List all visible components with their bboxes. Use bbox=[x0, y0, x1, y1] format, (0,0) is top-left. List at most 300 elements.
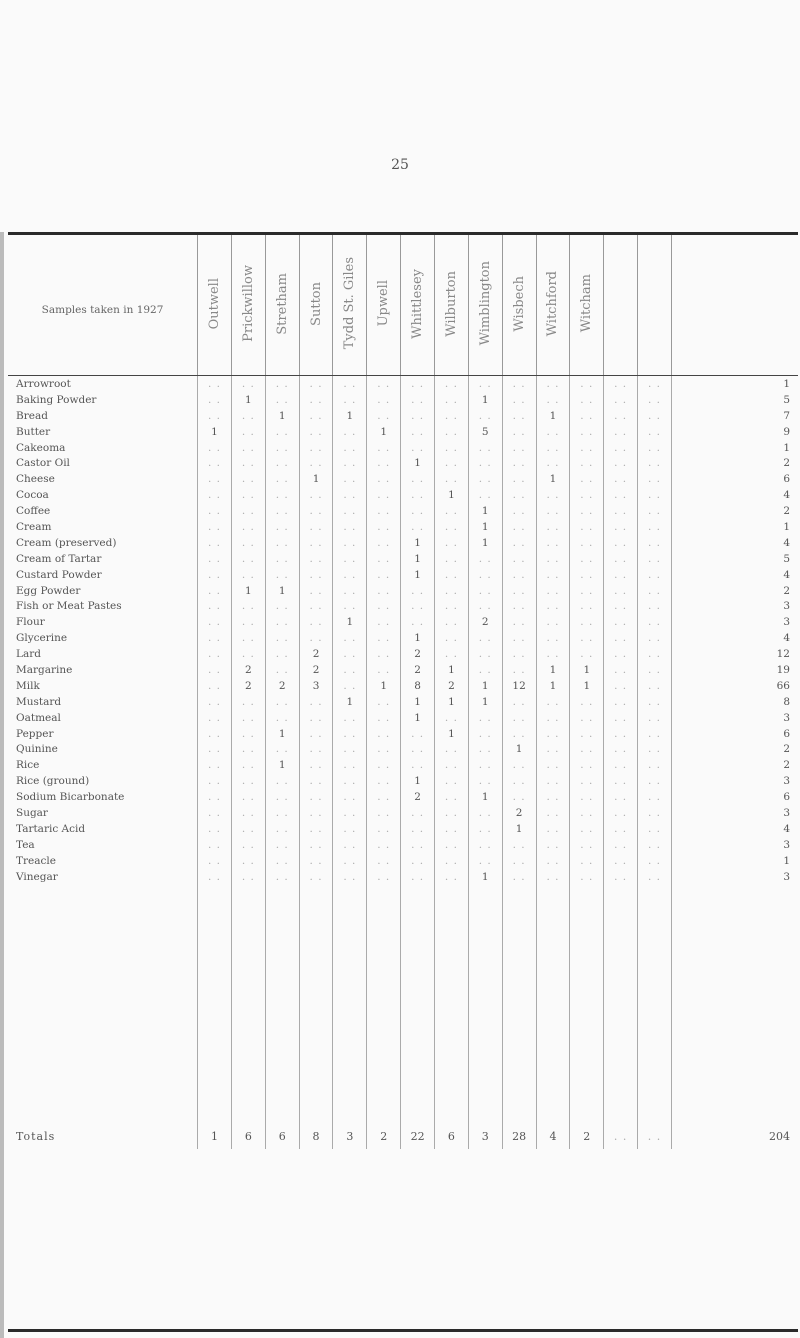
sample-count bbox=[333, 837, 367, 853]
sample-count bbox=[536, 392, 570, 408]
empty-marker: . . bbox=[478, 775, 492, 788]
empty-marker: . . bbox=[546, 489, 560, 502]
empty-marker: . . bbox=[580, 568, 594, 581]
sample-count bbox=[604, 837, 638, 853]
sample-count bbox=[570, 726, 604, 742]
sample-count bbox=[536, 583, 570, 599]
sample-count bbox=[570, 440, 604, 456]
sample-count bbox=[570, 630, 604, 646]
sample-count bbox=[299, 376, 333, 392]
empty-marker: . . bbox=[241, 711, 255, 724]
sample-count bbox=[570, 821, 604, 837]
sample-count bbox=[638, 678, 672, 694]
sample-count bbox=[299, 408, 333, 424]
empty-marker: . . bbox=[411, 425, 425, 438]
empty-marker: . . bbox=[309, 552, 323, 565]
sample-count bbox=[536, 535, 570, 551]
sample-count bbox=[536, 726, 570, 742]
sample-count bbox=[638, 773, 672, 789]
sample-count bbox=[502, 519, 536, 535]
sample-count bbox=[333, 678, 367, 694]
row-total: 6 bbox=[671, 726, 798, 742]
empty-marker: . . bbox=[647, 536, 661, 549]
district-name: Whittlesey bbox=[410, 268, 426, 339]
sample-count bbox=[265, 741, 299, 757]
sample-count: 1 bbox=[401, 455, 435, 471]
empty-marker: . . bbox=[309, 489, 323, 502]
sample-count bbox=[265, 519, 299, 535]
sample-count bbox=[401, 741, 435, 757]
sample-count bbox=[604, 535, 638, 551]
sample-count bbox=[231, 408, 265, 424]
sample-count bbox=[502, 789, 536, 805]
district-header bbox=[367, 235, 401, 376]
row-total: 4 bbox=[671, 535, 798, 551]
empty-marker: . . bbox=[208, 520, 222, 533]
empty-marker: . . bbox=[275, 473, 289, 486]
sample-count bbox=[502, 662, 536, 678]
sample-count bbox=[502, 853, 536, 869]
empty-marker: . . bbox=[512, 695, 526, 708]
empty-marker: . . bbox=[546, 806, 560, 819]
empty-marker: . . bbox=[512, 377, 526, 390]
row-total: 1 bbox=[671, 519, 798, 535]
empty-marker: . . bbox=[241, 791, 255, 804]
empty-marker: . . bbox=[546, 870, 560, 883]
empty-marker: . . bbox=[377, 648, 391, 661]
table-row bbox=[8, 821, 798, 837]
sample-count bbox=[367, 821, 401, 837]
sample-count bbox=[299, 821, 333, 837]
row-total: 3 bbox=[671, 837, 798, 853]
sample-count bbox=[333, 757, 367, 773]
district-header bbox=[231, 235, 265, 376]
row-total: 12 bbox=[671, 646, 798, 662]
empty-marker: . . bbox=[580, 791, 594, 804]
sample-count: 1 bbox=[198, 424, 232, 440]
spacer-cell bbox=[367, 885, 401, 1125]
row-total: 6 bbox=[671, 471, 798, 487]
empty-marker: . . bbox=[208, 854, 222, 867]
sample-count bbox=[570, 741, 604, 757]
article-label: Cocoa bbox=[16, 489, 49, 502]
empty-marker: . . bbox=[580, 743, 594, 756]
empty-marker: . . bbox=[309, 536, 323, 549]
row-total: 3 bbox=[671, 710, 798, 726]
article-label: Tea bbox=[16, 838, 35, 851]
sample-count bbox=[299, 741, 333, 757]
empty-marker: . . bbox=[275, 552, 289, 565]
empty-marker: . . bbox=[512, 775, 526, 788]
row-total: 3 bbox=[671, 869, 798, 885]
sample-count bbox=[604, 471, 638, 487]
empty-marker: . . bbox=[343, 759, 357, 772]
empty-marker: . . bbox=[241, 759, 255, 772]
district-name: Upwell bbox=[376, 280, 392, 327]
empty-marker: . . bbox=[478, 632, 492, 645]
sample-count bbox=[570, 853, 604, 869]
empty-marker: . . bbox=[241, 616, 255, 629]
sample-count bbox=[468, 741, 502, 757]
sample-count bbox=[638, 471, 672, 487]
sample-count bbox=[502, 408, 536, 424]
sample-count bbox=[367, 694, 401, 710]
empty-marker: . . bbox=[512, 520, 526, 533]
article-label: Fish or Meat Pastes bbox=[16, 600, 122, 613]
article-label: Bread bbox=[16, 409, 48, 422]
empty-marker: . . bbox=[546, 568, 560, 581]
empty-marker: . . bbox=[241, 838, 255, 851]
empty-marker: . . bbox=[512, 473, 526, 486]
empty-marker: . . bbox=[478, 568, 492, 581]
empty-marker: . . bbox=[614, 759, 628, 772]
sample-count bbox=[502, 598, 536, 614]
sample-count bbox=[265, 614, 299, 630]
empty-marker: . . bbox=[208, 648, 222, 661]
row-total: 1 bbox=[671, 853, 798, 869]
empty-marker: . . bbox=[377, 695, 391, 708]
district-header bbox=[468, 235, 502, 376]
empty-marker: . . bbox=[580, 489, 594, 502]
article-label: Cakeoma bbox=[16, 441, 66, 454]
sample-count bbox=[367, 646, 401, 662]
sample-count bbox=[333, 503, 367, 519]
sample-count bbox=[333, 773, 367, 789]
sample-count bbox=[468, 837, 502, 853]
sample-count bbox=[198, 455, 232, 471]
sample-count bbox=[367, 535, 401, 551]
empty-marker: . . bbox=[241, 552, 255, 565]
scan-edge bbox=[0, 232, 4, 1338]
empty-marker: . . bbox=[647, 409, 661, 422]
empty-marker: . . bbox=[512, 648, 526, 661]
empty-marker: . . bbox=[647, 648, 661, 661]
article-label: Sodium Bicarbonate bbox=[16, 791, 125, 804]
sample-count bbox=[435, 789, 469, 805]
district-header bbox=[299, 235, 333, 376]
empty-marker: . . bbox=[614, 584, 628, 597]
empty-marker: . . bbox=[580, 854, 594, 867]
sample-count bbox=[333, 519, 367, 535]
bottom-rule bbox=[8, 1329, 798, 1332]
sample-count bbox=[468, 805, 502, 821]
empty-marker: . . bbox=[343, 600, 357, 613]
sample-count bbox=[367, 757, 401, 773]
sample-count bbox=[638, 519, 672, 535]
sample-count bbox=[468, 567, 502, 583]
sample-count bbox=[367, 440, 401, 456]
sample-count bbox=[570, 583, 604, 599]
sample-count bbox=[502, 376, 536, 392]
sample-count bbox=[401, 519, 435, 535]
table-row bbox=[8, 551, 798, 567]
empty-marker: . . bbox=[208, 632, 222, 645]
empty-marker: . . bbox=[411, 854, 425, 867]
sample-count bbox=[638, 741, 672, 757]
empty-marker: . . bbox=[275, 711, 289, 724]
article-label: Quinine bbox=[16, 743, 58, 756]
sample-count bbox=[333, 630, 367, 646]
sample-count bbox=[265, 710, 299, 726]
empty-marker: . . bbox=[343, 775, 357, 788]
empty-marker: . . bbox=[614, 616, 628, 629]
page-number: 25 bbox=[391, 157, 409, 173]
sample-count bbox=[536, 837, 570, 853]
sample-count bbox=[502, 757, 536, 773]
sample-count bbox=[198, 853, 232, 869]
empty-marker: . . bbox=[647, 806, 661, 819]
sample-count bbox=[435, 805, 469, 821]
empty-marker: . . bbox=[241, 870, 255, 883]
sample-count bbox=[502, 424, 536, 440]
empty-marker: . . bbox=[444, 520, 458, 533]
district-total bbox=[604, 1125, 638, 1149]
sample-count bbox=[299, 726, 333, 742]
empty-marker: . . bbox=[614, 505, 628, 518]
sample-count: 2 bbox=[265, 678, 299, 694]
empty-marker: . . bbox=[580, 425, 594, 438]
empty-marker: . . bbox=[411, 441, 425, 454]
empty-marker: . . bbox=[444, 648, 458, 661]
empty-marker: . . bbox=[208, 870, 222, 883]
table-row bbox=[8, 535, 798, 551]
empty-marker: . . bbox=[580, 473, 594, 486]
sample-count bbox=[536, 789, 570, 805]
sample-count bbox=[198, 535, 232, 551]
sample-count bbox=[502, 535, 536, 551]
sample-count bbox=[367, 503, 401, 519]
empty-marker: . . bbox=[377, 663, 391, 676]
sample-count: 1 bbox=[265, 408, 299, 424]
empty-marker: . . bbox=[546, 393, 560, 406]
district-name: Stretham bbox=[274, 272, 290, 335]
sample-count bbox=[570, 805, 604, 821]
totals-label: Totals bbox=[16, 1130, 56, 1143]
sample-count bbox=[638, 567, 672, 583]
sample-count bbox=[231, 630, 265, 646]
sample-count bbox=[468, 376, 502, 392]
empty-marker: . . bbox=[512, 600, 526, 613]
row-total: 2 bbox=[671, 455, 798, 471]
sample-count bbox=[367, 741, 401, 757]
sample-count bbox=[502, 837, 536, 853]
district-header bbox=[536, 235, 570, 376]
empty-marker: . . bbox=[208, 441, 222, 454]
sample-count bbox=[536, 503, 570, 519]
empty-marker: . . bbox=[614, 489, 628, 502]
empty-marker: . . bbox=[309, 838, 323, 851]
empty-marker: . . bbox=[478, 648, 492, 661]
sample-count bbox=[638, 424, 672, 440]
sample-count bbox=[231, 487, 265, 503]
sample-count: 1 bbox=[401, 630, 435, 646]
empty-marker: . . bbox=[546, 743, 560, 756]
empty-marker: . . bbox=[512, 489, 526, 502]
sample-count bbox=[265, 424, 299, 440]
sample-count bbox=[468, 662, 502, 678]
empty-marker: . . bbox=[411, 393, 425, 406]
table-row bbox=[8, 726, 798, 742]
empty-marker: . . bbox=[377, 584, 391, 597]
empty-marker: . . bbox=[208, 791, 222, 804]
sample-count bbox=[638, 646, 672, 662]
empty-marker: . . bbox=[647, 552, 661, 565]
spacer-cell bbox=[638, 885, 672, 1125]
sample-count bbox=[604, 869, 638, 885]
sample-count bbox=[299, 869, 333, 885]
sample-count bbox=[198, 376, 232, 392]
sample-count bbox=[468, 471, 502, 487]
empty-marker: . . bbox=[512, 409, 526, 422]
empty-marker: . . bbox=[309, 727, 323, 740]
empty-marker: . . bbox=[343, 727, 357, 740]
sample-count bbox=[401, 757, 435, 773]
empty-marker: . . bbox=[478, 838, 492, 851]
sample-count bbox=[401, 376, 435, 392]
sample-count bbox=[604, 503, 638, 519]
sample-count bbox=[401, 837, 435, 853]
sample-count bbox=[502, 487, 536, 503]
sample-count bbox=[435, 519, 469, 535]
sample-count bbox=[367, 773, 401, 789]
sample-count bbox=[231, 440, 265, 456]
row-total: 8 bbox=[671, 694, 798, 710]
sample-count bbox=[198, 805, 232, 821]
empty-marker: . . bbox=[580, 536, 594, 549]
sample-count: 1 bbox=[265, 757, 299, 773]
sample-count bbox=[604, 392, 638, 408]
empty-marker: . . bbox=[546, 616, 560, 629]
spacer-cell bbox=[671, 885, 798, 1125]
sample-count bbox=[401, 614, 435, 630]
empty-marker: . . bbox=[614, 473, 628, 486]
sample-count: 2 bbox=[231, 662, 265, 678]
district-name: Witcham bbox=[579, 274, 595, 333]
empty-marker: . . bbox=[343, 854, 357, 867]
empty-marker: . . bbox=[647, 568, 661, 581]
row-total: 6 bbox=[671, 789, 798, 805]
sample-count bbox=[435, 853, 469, 869]
table-row bbox=[8, 583, 798, 599]
empty-marker: . . bbox=[208, 775, 222, 788]
sample-count bbox=[536, 741, 570, 757]
empty-marker: . . bbox=[580, 822, 594, 835]
table-row bbox=[8, 503, 798, 519]
empty-marker: . . bbox=[444, 377, 458, 390]
district-total: 6 bbox=[231, 1125, 265, 1149]
sample-count bbox=[536, 487, 570, 503]
sample-count bbox=[299, 789, 333, 805]
sample-count bbox=[638, 455, 672, 471]
table-row bbox=[8, 773, 798, 789]
sample-count: 1 bbox=[231, 583, 265, 599]
empty-marker: . . bbox=[377, 806, 391, 819]
empty-marker: . . bbox=[343, 584, 357, 597]
empty-marker: . . bbox=[309, 791, 323, 804]
empty-marker: . . bbox=[546, 759, 560, 772]
sample-count bbox=[367, 710, 401, 726]
district-total: 1 bbox=[198, 1125, 232, 1149]
sample-count: 1 bbox=[367, 678, 401, 694]
sample-count bbox=[502, 630, 536, 646]
empty-marker: . . bbox=[208, 505, 222, 518]
sample-count bbox=[299, 805, 333, 821]
spacer-cell bbox=[333, 885, 367, 1125]
empty-marker: . . bbox=[614, 775, 628, 788]
empty-marker: . . bbox=[241, 520, 255, 533]
samples-table bbox=[8, 235, 798, 1149]
empty-marker: . . bbox=[614, 457, 628, 470]
empty-marker: . . bbox=[411, 759, 425, 772]
sample-count bbox=[502, 455, 536, 471]
empty-marker: . . bbox=[309, 377, 323, 390]
empty-marker: . . bbox=[647, 679, 661, 692]
empty-marker: . . bbox=[275, 854, 289, 867]
row-total: 2 bbox=[671, 757, 798, 773]
empty-marker: . . bbox=[377, 616, 391, 629]
sample-count bbox=[231, 757, 265, 773]
empty-marker: . . bbox=[275, 791, 289, 804]
empty-marker: . . bbox=[444, 711, 458, 724]
district-total: 3 bbox=[468, 1125, 502, 1149]
sample-count bbox=[468, 853, 502, 869]
sample-count bbox=[265, 376, 299, 392]
sample-count bbox=[401, 392, 435, 408]
row-total: 3 bbox=[671, 614, 798, 630]
empty-marker: . . bbox=[512, 441, 526, 454]
empty-marker: . . bbox=[647, 663, 661, 676]
empty-marker: . . bbox=[580, 377, 594, 390]
totals-row bbox=[8, 1125, 798, 1149]
empty-marker: . . bbox=[275, 648, 289, 661]
empty-marker: . . bbox=[546, 520, 560, 533]
empty-marker: . . bbox=[614, 425, 628, 438]
sample-count bbox=[502, 773, 536, 789]
sample-count bbox=[401, 821, 435, 837]
empty-marker: . . bbox=[309, 743, 323, 756]
empty-marker: . . bbox=[309, 632, 323, 645]
row-total: 1 bbox=[671, 440, 798, 456]
sample-count: 1 bbox=[333, 694, 367, 710]
sample-count: 2 bbox=[502, 805, 536, 821]
empty-marker: . . bbox=[241, 568, 255, 581]
empty-marker: . . bbox=[377, 632, 391, 645]
sample-count bbox=[502, 392, 536, 408]
empty-marker: . . bbox=[647, 838, 661, 851]
article-label: Tartaric Acid bbox=[16, 822, 86, 835]
sample-count bbox=[570, 869, 604, 885]
empty-marker: . . bbox=[241, 425, 255, 438]
sample-count bbox=[570, 487, 604, 503]
empty-marker: . . bbox=[343, 679, 357, 692]
sample-count bbox=[299, 853, 333, 869]
sample-count bbox=[604, 630, 638, 646]
empty-marker: . . bbox=[478, 457, 492, 470]
empty-marker: . . bbox=[478, 552, 492, 565]
empty-marker: . . bbox=[411, 600, 425, 613]
table-row bbox=[8, 455, 798, 471]
sample-count bbox=[299, 455, 333, 471]
grand-total: 204 bbox=[671, 1125, 798, 1149]
sample-count bbox=[198, 408, 232, 424]
empty-marker: . . bbox=[241, 377, 255, 390]
sample-count bbox=[198, 583, 232, 599]
district-total: 2 bbox=[570, 1125, 604, 1149]
sample-count bbox=[435, 567, 469, 583]
empty-marker: . . bbox=[647, 775, 661, 788]
sample-count bbox=[468, 583, 502, 599]
sample-count bbox=[604, 710, 638, 726]
